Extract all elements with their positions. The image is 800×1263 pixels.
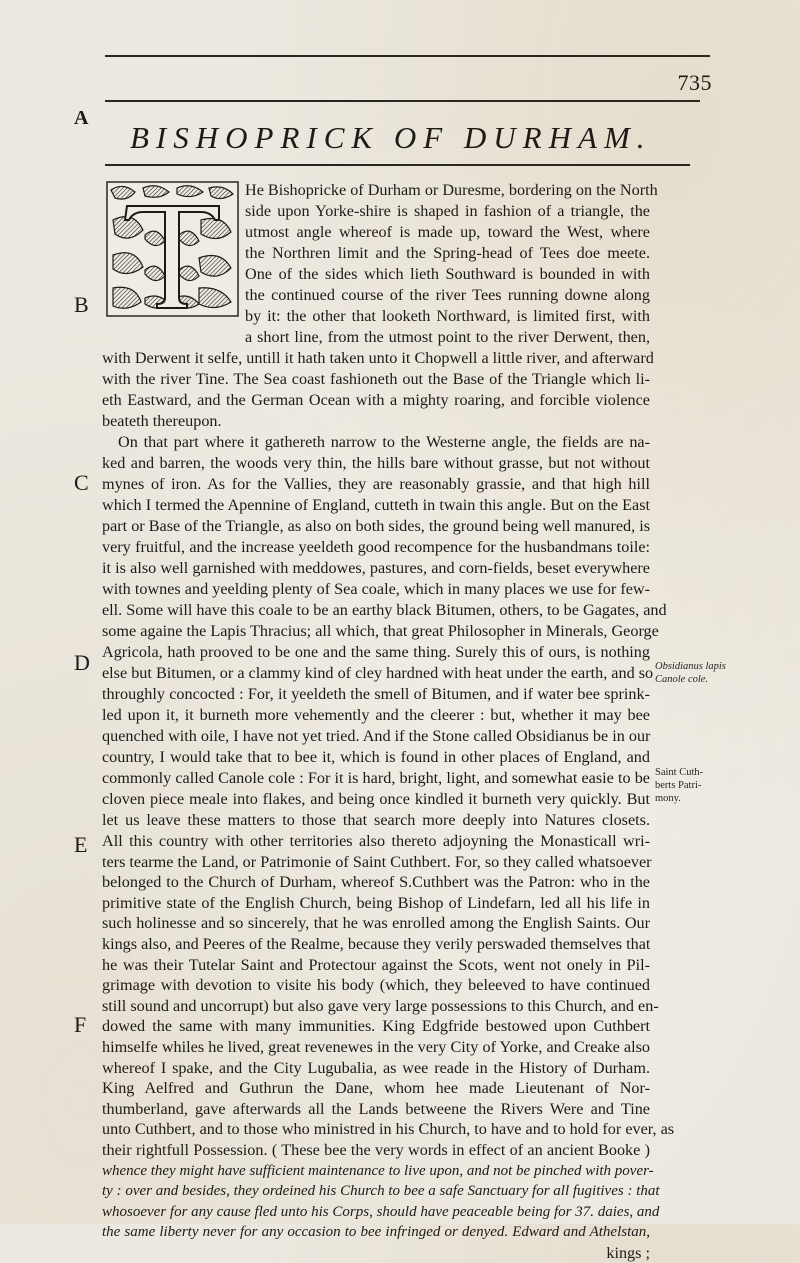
sidenote-line: Canole cole. xyxy=(655,674,709,685)
text-line: quenched with oile, I have not yet tried. And if the Stone called Obsidianus be in our xyxy=(102,727,651,745)
text-line: himselfe whiles he lived, great revenewes in the very City of Yorke, and Creake also xyxy=(102,1038,650,1056)
text-line: beateth thereupon. xyxy=(102,412,222,430)
text-line: the Northren limit and the Spring-head of Tees doe meete. xyxy=(245,244,650,262)
margin-letter-e: E xyxy=(74,832,88,857)
text-line: with townes and yeelding plenty of Sea coale, which in many places we use for few- xyxy=(102,580,650,598)
text-line: primitive state of the English Church, being Bishop of Lindefarn, led all his life in xyxy=(102,893,650,912)
text-line: country, I would take that to bee it, which is found in other places of England, and xyxy=(102,748,650,766)
top-rule xyxy=(105,55,710,57)
text-line: the continued course of the river Tees running downe along xyxy=(245,286,650,304)
margin-letter-b: B xyxy=(74,292,89,317)
page-number: 735 xyxy=(677,70,712,95)
text-line: else but Bitumen, or a clammy kind of cley hardned with heat under the earth, and so xyxy=(102,664,654,682)
text-line: belonged to the Church of Durham, whereof S.Cuthbert was the Patron: who in the xyxy=(102,873,650,892)
text-line: commonly called Canole cole : For it is hard, bright, light, and somewhat easie to be xyxy=(102,769,650,787)
text-line: mynes of iron. As for the Vallies, they are reasonably grassie, and that high hill xyxy=(102,475,650,493)
text-line: ty : over and besides, they ordeined his Church to bee a safe Sanctuary for all fugitives : that xyxy=(102,1183,660,1200)
text-line: side upon Yorke-shire is shaped in fashion of a triangle, the xyxy=(245,202,650,220)
foliage-ornament-icon xyxy=(105,180,240,318)
text-line: thumberland, gave afterwards all the Lands betweene the Rivers Were and Tine xyxy=(102,1099,650,1118)
text-line: Agricola, hath prooved to be one and the same thing. Surely this of ours, is nothing xyxy=(102,643,650,661)
sidenote-line: Obsidianus lapis xyxy=(655,661,726,672)
text-line: All this country with other territories also thereto adjoyning the Monasticall wri- xyxy=(102,832,650,850)
sidenote-line: berts Patri- xyxy=(655,780,702,791)
text-line: the same liberty never for any occasion to bee infringed or denyed. Edward and Athelstan, xyxy=(102,1224,650,1241)
text-line: ked and barren, the woods very thin, the hills bare without grasse, but not without xyxy=(102,454,650,472)
text-line: whereof I spake, and the City Lugubalia, as wee reade in the History of Durham. xyxy=(102,1058,650,1077)
text-line: part or Base of the Triangle, as also on both sides, the ground being well manured, is xyxy=(102,517,651,535)
sidenote-line: mony. xyxy=(655,793,681,804)
text-line: unto Cuthbert, and to those who ministred in his Church, to have and to hold for ever, as xyxy=(102,1120,675,1139)
sidenote-saint-cuthbert xyxy=(655,766,703,805)
text-line: kings also, and Peeres of the Realme, because they verily perswaded themselves that xyxy=(102,935,651,953)
text-line: eth Eastward, and the German Ocean with a mighty roaring, and forcible violence xyxy=(102,391,650,409)
text-line: some againe the Lapis Thracius; all which, that great Philosopher in Minerals, George xyxy=(102,622,659,640)
header-rule xyxy=(105,100,700,102)
text-line: King Aelfred and Guthrun the Dane, whom hee made Lieutenant of Nor- xyxy=(102,1079,650,1098)
margin-letter-c: C xyxy=(74,470,89,495)
sidenote-obsidianus xyxy=(655,660,726,686)
text-line: kings ; xyxy=(606,1244,650,1262)
title-rule xyxy=(105,164,690,166)
text-line: with the river Tine. The Sea coast fashioneth out the Base of the Triangle which li- xyxy=(102,370,650,388)
chapter-title: BISHOPRICK OF DURHAM. xyxy=(130,120,652,155)
text-line: with Derwent it selfe, untill it hath taken unto it Chopwell a little river, and afterward xyxy=(102,349,654,367)
sidenote-line: Saint Cuth- xyxy=(655,767,704,778)
text-line: he was their Tutelar Saint and Protectour against the Scots, went not onely in Pil- xyxy=(102,955,650,974)
margin-letter-d: D xyxy=(74,650,90,675)
text-line: ell. Some will have this coale to be an earthy black Bitumen, others, to be Gagates, and xyxy=(102,601,667,619)
ornamental-dropcap-t xyxy=(105,180,240,318)
text-line: very fruitful, and the increase yeeldeth good recompence for the husbandmans toile: xyxy=(102,538,650,556)
text-line: ters tearme the Land, or Patrimonie of Saint Cuthbert. For, so they called whatsoever xyxy=(102,852,652,871)
text-line: whosoever for any cause fled unto his Corps, should have peaceable being for 37. daies, and xyxy=(102,1203,660,1220)
text-line: On that part where it gathereth narrow to the Westerne angle, the fields are na- xyxy=(118,433,650,451)
margin-letter-f: F xyxy=(74,1012,87,1037)
text-line: let us leave these matters to those that search more deeply into Natures closets. xyxy=(102,811,650,829)
text-line: it is also well garnished with meddowes, pastures, and corn-fields, beset everywhere xyxy=(102,559,650,577)
text-line: such holinesse and so sincerely, that he was enrolled among the English Saints. Our xyxy=(102,914,650,933)
text-line: led upon it, it burneth more vehemently and the cleerer : but, whether it may bee xyxy=(102,706,650,724)
text-line: throughly concocted : For, it yeeldeth the smell of Bitumen, and if water bee sprink- xyxy=(102,685,650,703)
text-line: by it: the other that looketh Northward, is limited first, with xyxy=(245,307,650,325)
text-line: whence they might have sufficient maintenance to live upon, and not be pinched with pover- xyxy=(102,1162,654,1179)
text-line: He Bishopricke of Durham or Duresme, bordering on the North xyxy=(245,181,658,199)
text-line: a short line, from the utmost point to the river Derwent, then, xyxy=(245,328,650,346)
text-line: utmost angle whereof is made up, toward the West, where xyxy=(245,223,650,241)
text-line: grimage with devotion to visite his body (which, they beleeved to have continued xyxy=(102,976,650,995)
margin-letter-a: A xyxy=(74,107,89,129)
text-line: their rightfull Possession. ( These bee the very words in effect of an ancient Booke ) xyxy=(102,1141,650,1159)
text-line: dowed the same with many immunities. King Edgfride bestowed upon Cuthbert xyxy=(102,1017,650,1036)
text-line: still sound and uncorrupt) but also gave very large possessions to this Church, and en- xyxy=(102,996,659,1015)
text-line: cloven piece meale into flakes, and being once kindled it burneth very quickly. But xyxy=(102,790,650,808)
text-line: which I termed the Apennine of England, cutteth in twain this angle. But on the East xyxy=(102,496,650,514)
text-line: One of the sides which lieth Southward is bounded in with xyxy=(245,265,650,283)
